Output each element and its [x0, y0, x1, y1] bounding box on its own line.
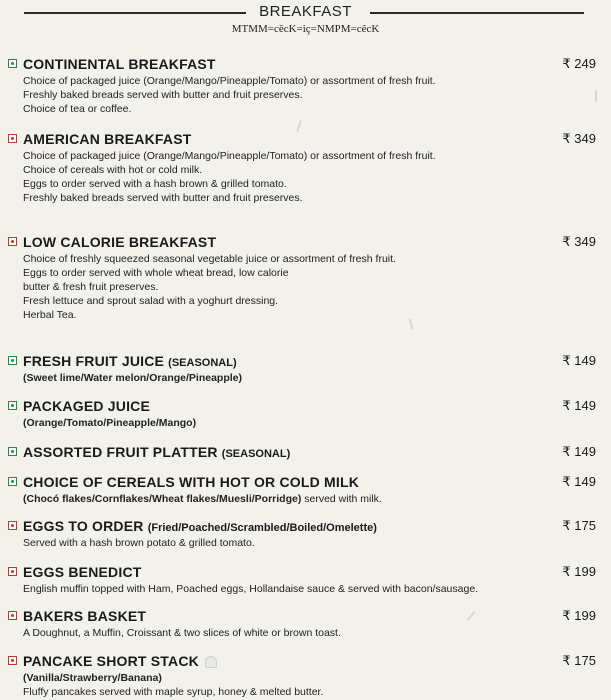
item-description: Served with a hash brown potato & grilled tomato.	[23, 537, 255, 549]
menu-item-bakers-basket	[8, 608, 604, 642]
item-description: English muffin topped with Ham, Poached eggs, Hollandaise sauce & served with bacon/sausage.	[23, 583, 479, 595]
item-price: ₹ 349	[562, 131, 596, 146]
item-price: ₹ 199	[562, 608, 596, 623]
item-name: PANCAKE SHORT STACK	[23, 653, 217, 669]
item-name: ASSORTED FRUIT PLATTER (SEASONAL)	[23, 444, 291, 460]
item-price: ₹ 249	[562, 56, 596, 71]
menu-item-assorted-fruit-platter	[8, 444, 604, 464]
page-subtitle: MTMM=cĕcK=iç=NMPM=cĕcK	[231, 23, 380, 35]
veg-indicator-icon	[8, 59, 17, 68]
item-price: ₹ 149	[562, 444, 596, 459]
item-tag: (Fried/Poached/Scrambled/Boiled/Omelette)	[147, 522, 377, 534]
item-price: ₹ 199	[562, 564, 596, 579]
item-description: (Orange/Tomato/Pineapple/Mango)	[23, 417, 197, 429]
item-description: (Chocó flakes/Cornflakes/Wheat flakes/Muesli/Porridge) served with milk.	[23, 493, 382, 505]
item-description: (Vanilla/Strawberry/Banana) Fluffy pancakes served with maple syrup, honey & melted butter.	[23, 672, 324, 698]
veg-indicator-icon	[8, 447, 17, 456]
nonveg-indicator-icon	[8, 521, 17, 530]
item-name: LOW CALORIE BREAKFAST	[23, 234, 217, 250]
veg-indicator-icon	[8, 477, 17, 486]
menu-item-eggs-to-order	[8, 518, 604, 552]
item-name: EGGS TO ORDER (Fried/Poached/Scrambled/Boiled/Omelette)	[23, 518, 377, 534]
item-price: ₹ 149	[562, 353, 596, 368]
item-price: ₹ 175	[562, 518, 596, 533]
item-price: ₹ 149	[562, 474, 596, 489]
chef-hat-icon	[205, 656, 217, 668]
menu-item-packaged-juice	[8, 398, 604, 432]
nonveg-indicator-icon	[8, 567, 17, 576]
item-description: Choice of packaged juice (Orange/Mango/Pineapple/Tomato) or assortment of fresh fruit. Freshly baked breads served with butter and fruit preserves. Choice of tea or coffee.	[23, 75, 436, 115]
item-name: CONTINENTAL BREAKFAST	[23, 56, 216, 72]
menu-item-eggs-benedict	[8, 564, 604, 598]
nonveg-indicator-icon	[8, 611, 17, 620]
item-name: BAKERS BASKET	[23, 608, 147, 624]
veg-indicator-icon	[8, 356, 17, 365]
nonveg-indicator-icon	[8, 656, 17, 665]
item-name: PACKAGED JUICE	[23, 398, 151, 414]
nonveg-indicator-icon	[8, 237, 17, 246]
item-name: CHOICE OF CEREALS WITH HOT OR COLD MILK	[23, 474, 360, 490]
item-name: FRESH FRUIT JUICE (SEASONAL)	[23, 353, 237, 369]
item-tag: (SEASONAL)	[168, 357, 237, 369]
item-name: AMERICAN BREAKFAST	[23, 131, 192, 147]
item-description: (Sweet lime/Water melon/Orange/Pineapple)	[23, 372, 242, 384]
item-description: Choice of freshly squeezed seasonal vegetable juice or assortment of fresh fruit. Eggs to order served with whole wheat bread, low calorie butter & fresh fruit preserves. Fresh lettuce and sprout salad with a yoghurt dressing. Herbal Tea.	[23, 253, 396, 321]
item-description: A Doughnut, a Muffin, Croissant & two slices of white or brown toast.	[23, 627, 341, 639]
nonveg-indicator-icon	[8, 134, 17, 143]
menu-item-continental-breakfast	[8, 56, 604, 116]
item-name: EGGS BENEDICT	[23, 564, 142, 580]
item-description: Choice of packaged juice (Orange/Mango/Pineapple/Tomato) or assortment of fresh fruit. Choice of cereals with hot or cold milk. Eggs to order served with a hash brown & grilled tomato. Freshly baked breads served with butter and fruit preserves.	[23, 150, 436, 204]
veg-indicator-icon	[8, 401, 17, 410]
item-tag: (SEASONAL)	[221, 448, 291, 460]
menu-item-fresh-fruit-juice	[8, 353, 604, 387]
item-price: ₹ 349	[562, 234, 596, 249]
menu-item-pancake-short-stack	[8, 653, 604, 700]
menu-item-american-breakfast	[8, 131, 604, 207]
menu-item-cereals	[8, 474, 604, 508]
item-price: ₹ 149	[562, 398, 596, 413]
menu-item-low-calorie-breakfast	[8, 234, 604, 324]
item-price: ₹ 175	[562, 653, 596, 668]
page-title: BREAKFAST	[259, 3, 352, 20]
